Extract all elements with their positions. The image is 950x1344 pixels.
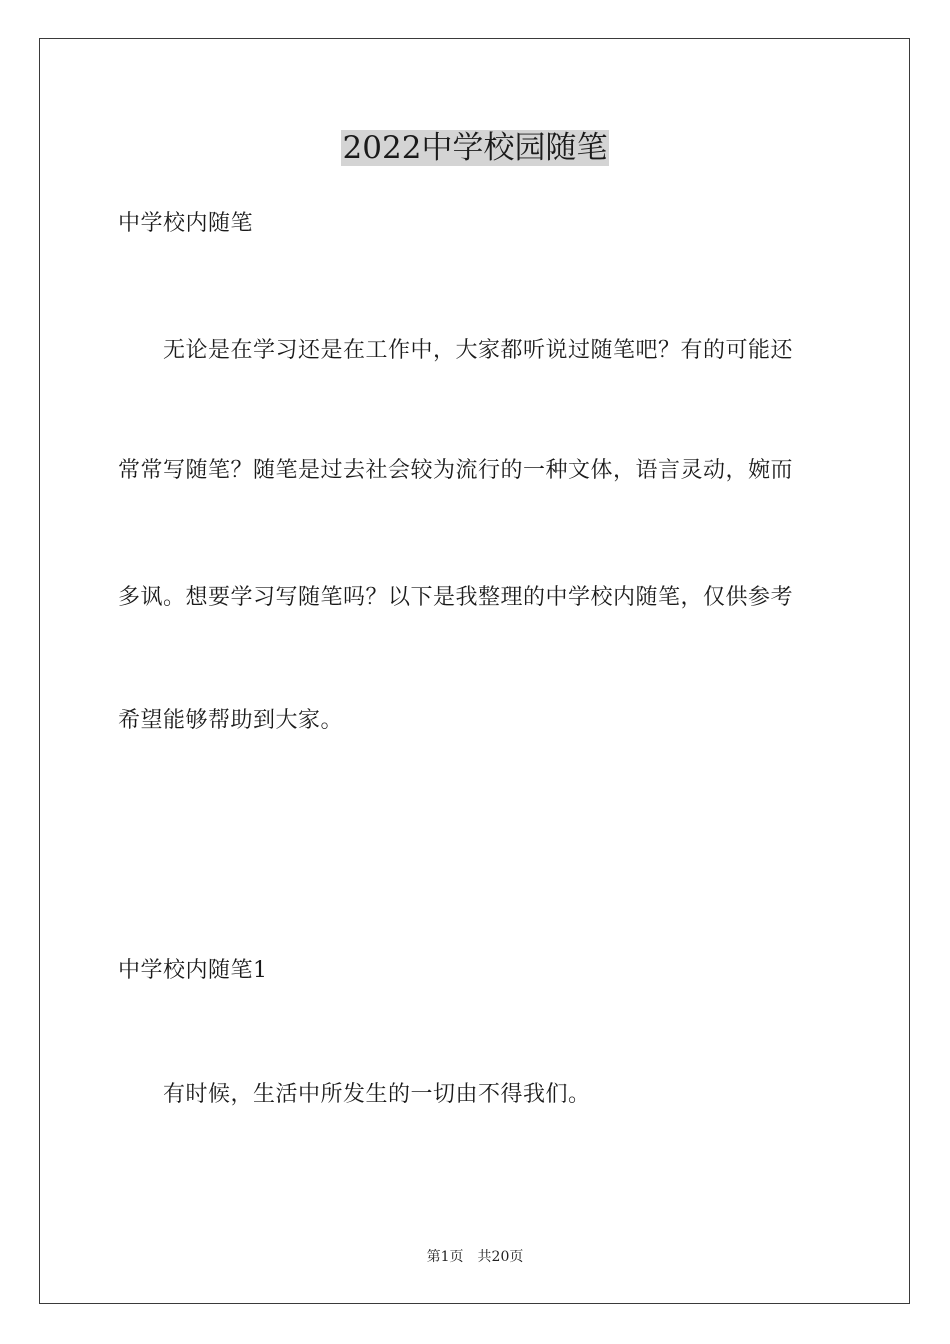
intro-line-1: 无论是在学习还是在工作中，大家都听说过随笔吧？有的可能还 [163, 338, 794, 363]
page-number: 第1页 [426, 1249, 464, 1265]
subtitle: 中学校内随笔 [118, 211, 254, 236]
page-footer [0, 1248, 950, 1266]
intro-line-3: 多讽。想要学习写随笔吗？以下是我整理的中学校内随笔，仅供参考 [118, 585, 794, 610]
page-total: 共20页 [477, 1249, 524, 1265]
intro-line-4: 希望能够帮助到大家。 [118, 708, 344, 733]
section-heading: 中学校内随笔1 [118, 958, 268, 983]
document-title-text: 2022中学校园随笔 [342, 130, 608, 166]
intro-line-2: 常常写随笔？随笔是过去社会较为流行的一种文体，语言灵动，婉而 [118, 458, 794, 483]
section-first-line: 有时候，生活中所发生的一切由不得我们。 [163, 1082, 591, 1107]
document-title [0, 126, 950, 170]
